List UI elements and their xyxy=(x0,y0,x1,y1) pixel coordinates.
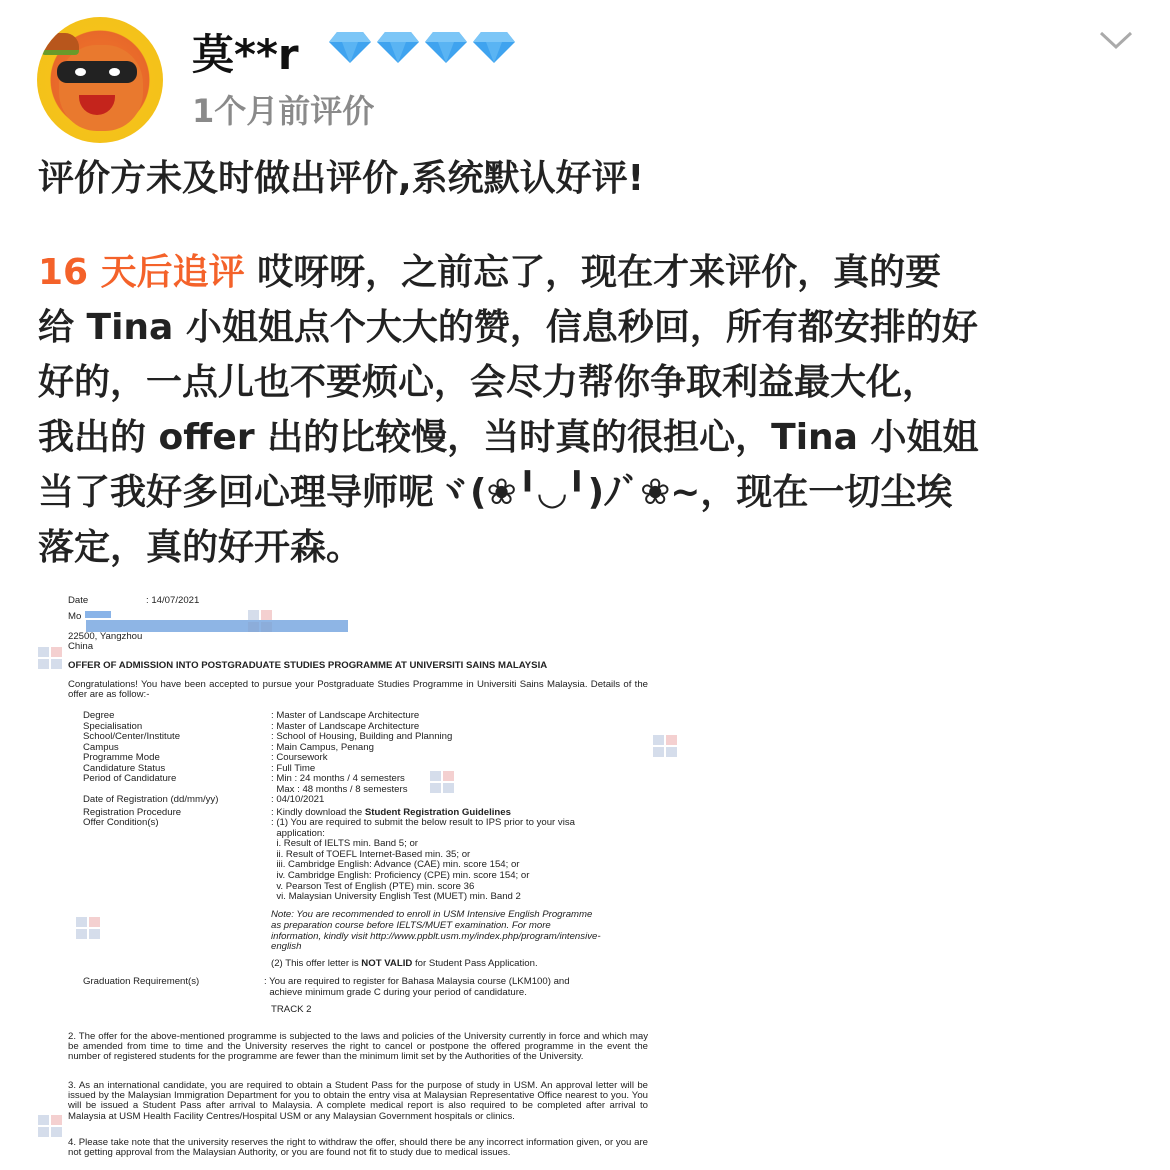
field-label: Candidature Status xyxy=(83,762,166,774)
field-value: : Master of Landscape Architecture xyxy=(271,720,420,732)
field-value: : Min : 24 months / 4 semesters xyxy=(271,773,405,784)
field-label: Period of Candidature xyxy=(83,773,177,784)
text-line: v. Pearson Test of English (PTE) min. score 36 xyxy=(271,880,475,892)
eye xyxy=(75,68,86,76)
field-label: Specialisation xyxy=(83,720,143,732)
text-line: : You are required to register for Bahasa Malaysia course (LKM100) and xyxy=(264,976,570,987)
review-time: 1个月前评价 xyxy=(192,92,375,130)
intro: Congratulations! You have been accepted to pursue your Postgraduate Studies Programme in Universiti Sains Malaysia. Details of the offer are as follow:- xyxy=(68,679,648,701)
condition-list xyxy=(271,817,575,902)
text-line: achieve minimum grade C during your period of candidature. xyxy=(264,987,527,998)
field-label: School/Center/Institute xyxy=(83,731,181,742)
field-value: : 04/10/2021 xyxy=(271,794,325,805)
follow-up-line: 我出的 offer 出的比较慢，当时真的很担心，Tina 小姐姐 xyxy=(38,417,979,458)
track: TRACK 2 xyxy=(271,1004,312,1015)
registration-value: : Kindly download the Student Registration Guidelines xyxy=(271,807,511,818)
text-line: Note: You are recommended to enroll in USM Intensive English Programme xyxy=(271,909,593,920)
graduation-requirements xyxy=(264,976,570,998)
text-line: english xyxy=(271,941,302,953)
chevron-down-icon[interactable] xyxy=(1098,28,1134,52)
field-value: : Master of Landscape Architecture xyxy=(271,710,420,721)
diamond-icon xyxy=(424,30,468,64)
text-line: application: xyxy=(271,827,325,839)
address-line: 22500, Yangzhou xyxy=(68,631,143,642)
text-line: ii. Result of TOEFL Internet-Based min. 35; or xyxy=(271,848,471,860)
eye xyxy=(109,68,120,76)
follow-up-line: 好的，一点儿也不要烦心，会尽力帮你争取利益最大化， xyxy=(38,362,939,403)
condition-label: Offer Condition(s) xyxy=(83,817,159,828)
avatar-face xyxy=(59,45,143,131)
watermark-logo xyxy=(76,917,102,941)
watermark-logo xyxy=(248,610,274,634)
field-value: : Coursework xyxy=(271,752,328,763)
watermark-logo xyxy=(38,1115,64,1139)
invalid-notice: (2) This offer letter is NOT VALID for Student Pass Application. xyxy=(271,958,538,969)
text-line: iv. Cambridge English: Proficiency (CPE) min. score 154; or xyxy=(271,869,530,881)
field-value: Max : 48 months / 8 semesters xyxy=(271,783,408,795)
date-label: Date xyxy=(68,595,89,606)
review-photo-offer-letter[interactable] xyxy=(38,595,680,1165)
date-value: : 14/07/2021 xyxy=(146,595,200,606)
sunglasses-icon xyxy=(57,61,137,83)
field-value: : Main Campus, Penang xyxy=(271,741,374,753)
follow-up-line: 落定，真的好开森。 xyxy=(38,527,363,568)
field-label: Programme Mode xyxy=(83,752,160,763)
follow-up-text: 哎呀呀，之前忘了，现在才来评价，真的要 xyxy=(244,252,942,293)
text-line: information, kindly visit http://www.ppblt.usm.my/index.php/program/intensive- xyxy=(271,930,601,942)
document-title: OFFER OF ADMISSION INTO POSTGRADUATE STUDIES PROGRAMME AT UNIVERSITI SAINS MALAYSIA xyxy=(68,660,548,671)
watermark-logo xyxy=(430,771,456,795)
text-line: as preparation course before IELTS/MUET examination. For more xyxy=(271,919,551,931)
clause-2: 2. The offer for the above-mentioned programme is subjected to the laws and policies of the University currently in force and which may be amended from time to time and the University reserves the right to cancel or postpone the offered programme in the event the number of registered students for the programme are fewer than the minimum limit set by the Authorities of the University. xyxy=(68,1031,648,1063)
avatar[interactable] xyxy=(37,17,163,143)
registration-label: Registration Procedure xyxy=(83,807,182,818)
clause-4: 4. Please take note that the university reserves the right to withdraw the offer, should there be any incorrect information given, or you are not getting approval from the Malaysian Authority, or you are found not fit to study due to medical issues. xyxy=(68,1137,648,1159)
watermark-logo xyxy=(38,647,64,671)
text-line: i. Result of IELTS min. Band 5; or xyxy=(271,838,418,850)
follow-up-line: 当了我好多回心理导师呢ヾ(❀╹◡╹)ﾉﾞ❀~，现在一切尘埃 xyxy=(38,472,953,513)
redaction xyxy=(85,611,111,618)
default-review-text: 评价方未及时做出评价,系统默认好评! xyxy=(38,158,645,199)
field-label: Campus xyxy=(83,741,119,753)
field-label: Date of Registration (dd/mm/yy) xyxy=(83,794,219,805)
diamond-icon xyxy=(376,30,420,64)
follow-up-line: 给 Tina 小姐姐点个大大的赞，信息秒回，所有都安排的好 xyxy=(38,307,978,348)
diamond-icon xyxy=(328,30,372,64)
username: 莫**r xyxy=(192,30,299,79)
user-level-badges xyxy=(328,30,516,64)
field-label: Degree xyxy=(83,710,115,721)
english-note xyxy=(271,909,601,952)
follow-up-label: 16 天后追评 xyxy=(38,252,245,293)
text-line: : (1) You are required to submit the below result to IPS prior to your visa xyxy=(271,817,575,828)
country: China xyxy=(68,641,94,652)
field-value: : Full Time xyxy=(271,762,316,774)
field-value: : School of Housing, Building and Planning xyxy=(271,731,453,742)
text-line: iii. Cambridge English: Advance (CAE) min. score 154; or xyxy=(271,859,520,871)
addressee: Mo xyxy=(68,611,82,622)
clause-3: 3. As an international candidate, you are required to obtain a Student Pass for the purpose of study in USM. An approval letter will be issued by the Malaysian Immigration Department for you to obtain the entry visa at Malaysian Representative Office nearest to you. You will be issued a Student Pass after arrival to Malaysia. A complete medical report is also required to be completed after arrival to Malaysia at USM Health Facility Centres/Hospital USM or any Malaysian Government hospitals or clinics. xyxy=(68,1080,648,1122)
follow-up-line xyxy=(38,245,1148,300)
watermark-logo xyxy=(653,735,679,759)
burger-icon xyxy=(41,33,79,55)
diamond-icon xyxy=(472,30,516,64)
graduation-label: Graduation Requirement(s) xyxy=(83,976,200,987)
text-line: vi. Malaysian University English Test (MUET) min. Band 2 xyxy=(271,891,521,903)
follow-up-review xyxy=(38,245,1148,575)
